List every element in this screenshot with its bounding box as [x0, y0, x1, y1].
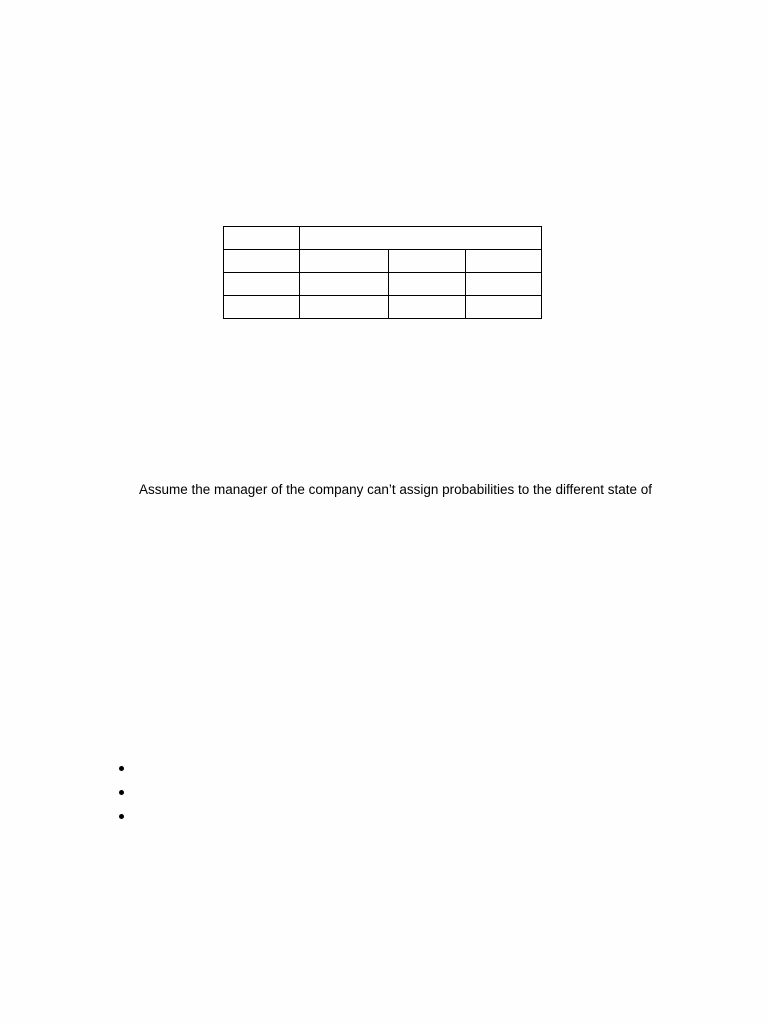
table-cell: [389, 296, 466, 319]
bullet-icon: [119, 814, 124, 819]
table-cell: [300, 250, 389, 273]
table-cell: [466, 273, 542, 296]
table-cell: [466, 250, 542, 273]
bullet-icon: [119, 790, 124, 795]
bullet-icon: [119, 766, 124, 771]
table-cell: [224, 296, 300, 319]
table-row: [224, 250, 542, 273]
table-cell: [300, 227, 542, 250]
table-row: [224, 296, 542, 319]
table-cell: [300, 273, 389, 296]
table-cell: [224, 250, 300, 273]
table-cell: [224, 273, 300, 296]
table-cell: [224, 227, 300, 250]
table-row: [224, 227, 542, 250]
table-row: [224, 273, 542, 296]
table-cell: [300, 296, 389, 319]
body-paragraph: Assume the manager of the company can’t assign probabilities to the different state of: [139, 482, 653, 497]
table-cell: [389, 273, 466, 296]
payoff-table: [223, 226, 542, 319]
table-cell: [466, 296, 542, 319]
table-cell: [389, 250, 466, 273]
